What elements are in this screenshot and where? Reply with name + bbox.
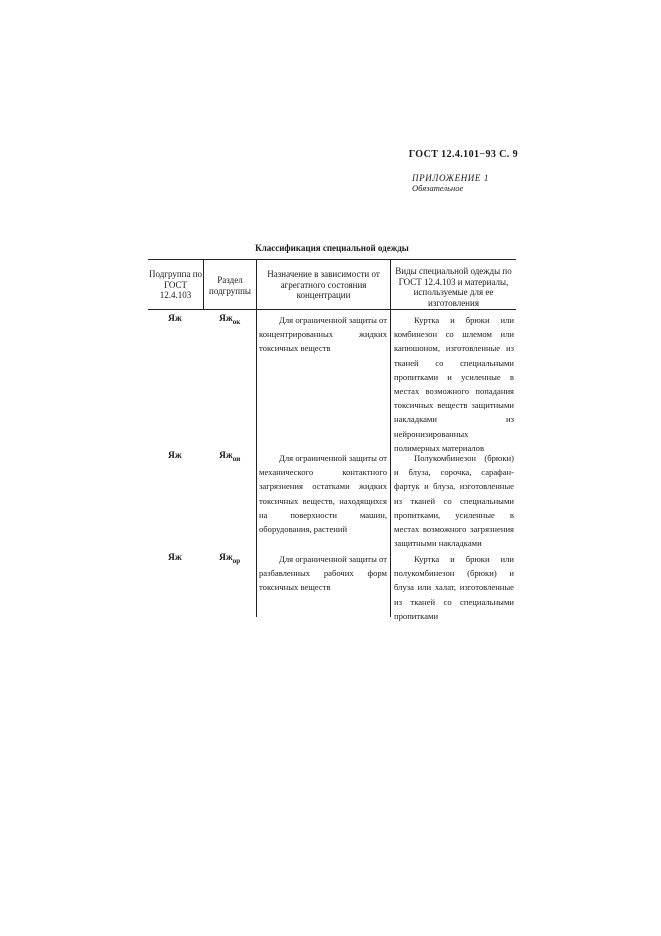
row-3-section: $Яж_{ор}$ [219, 553, 241, 565]
row-1-section: $Яж_{ок}$ [219, 314, 241, 326]
column-header-subgroup: Подгруппа по ГОСТ 12.4.103 [148, 269, 203, 300]
table-title: Классификация специальной одежды [255, 243, 409, 253]
row-2-garments: Полукомбинезон (брюки) и блуза, сорочка, сарафан-фартук и блуза, изготовленные из тканей со специальными пропитками, усиленные в местах возможного загрязнения защитными накладками [394, 453, 514, 549]
row-3-subgroup: Яж [168, 553, 182, 563]
row-1-garments: Куртка и брюки или комбинезон со шлемом или капюшоном, изготовленные из тканей со специальными пропитками и усиленные в местах возможного попадания токсичных веществ защитными накладками из нейронизированных полимерных материалов [394, 315, 514, 453]
row-1-subgroup: Яж [168, 314, 182, 324]
column-header-garments: Виды специальной одежды по ГОСТ 12.4.103 и материалы, используемые для ее изготовления [395, 266, 512, 308]
appendix-label: ПРИЛОЖЕНИЕ 1 [412, 173, 489, 183]
row-3-purpose: Для ограниченной защиты от разбавленных рабочих форм токсичных веществ [259, 554, 387, 593]
column-header-purpose: Назначение в зависимости от агрегатного состояния концентрации [267, 269, 380, 300]
column-divider-2 [256, 259, 257, 617]
row-3-garments: Куртка и брюки или полукомбинезон (брюки) и блуза или халат, изготовленные из тканей со специальными пропитками [394, 554, 514, 621]
appendix-status: Обязательное [412, 183, 464, 193]
row-1-purpose: Для ограниченной защиты от концентрированных жидких токсичных веществ [259, 315, 387, 354]
column-divider-3 [390, 259, 391, 617]
column-header-section: Раздел подгруппы [209, 275, 251, 296]
row-2-subgroup: Яж [168, 451, 182, 461]
row-2-purpose: Для ограниченной защиты от механического контактного загрязнения остатками жидких токсичных веществ, находящихся на поверхности машин, оборудования, растений [259, 453, 387, 535]
page-number-header: ГОСТ 12.4.101−93 С. 9 [408, 149, 518, 160]
row-2-section: $Яж_{ои}$ [219, 451, 241, 463]
table-header-rule [148, 309, 516, 310]
classification-table [148, 259, 516, 621]
